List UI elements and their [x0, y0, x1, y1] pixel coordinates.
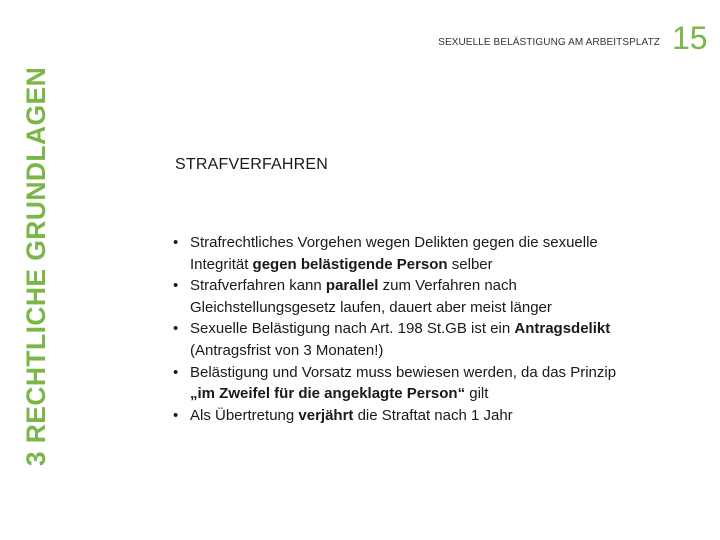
bullet-list — [170, 232, 620, 426]
bullet-text-part: Belästigung und Vorsatz muss bewiesen werden, da das Prinzip — [190, 363, 617, 381]
bullet-text-emphasis: Antragsdelikt — [514, 320, 611, 338]
bullet-text-part: (Antragsfrist von 3 Monaten!) — [190, 341, 384, 359]
chapter-title-text: 3 RECHTLICHE GRUNDLAGEN — [21, 66, 52, 467]
bullet-text-part: Strafverfahren kann — [190, 277, 326, 295]
bullet-text-part: Sexuelle Belästigung nach Art. 198 St.GB ist ein — [190, 320, 515, 338]
bullet-text-emphasis: gegen belästigende Person — [252, 255, 448, 273]
bullet-text-emphasis: parallel — [325, 277, 379, 295]
bullet-item — [170, 232, 620, 275]
page-number: 15 — [672, 20, 708, 56]
bullet-text-part: Als Übertretung — [190, 406, 299, 424]
bullet-item — [170, 318, 620, 361]
section-heading: STRAFVERFAHREN — [175, 156, 329, 173]
bullet-item — [170, 362, 620, 405]
bullet-text-part: gilt — [465, 385, 489, 403]
bullet-text-emphasis: verjährt — [298, 406, 354, 424]
bullet-text-part: Strafrechtliches Vorgehen wegen Delikten gegen die sexuelle Integrität — [190, 234, 598, 273]
bullet-text-part: zum Verfahren nach Gleichstellungsgesetz laufen, dauert aber meist länger — [190, 277, 552, 316]
bullet-item — [170, 275, 620, 318]
bullet-text-part: die Straftat nach 1 Jahr — [353, 406, 513, 424]
bullet-item — [170, 405, 620, 427]
chapter-title-vertical — [20, 0, 54, 533]
bullet-text-part: selber — [447, 255, 493, 273]
bullet-text-emphasis: „im Zweifel für die angeklagte Person“ — [190, 385, 466, 403]
document-header-label: SEXUELLE BELÄSTIGUNG AM ARBEITSPLATZ — [438, 37, 660, 48]
